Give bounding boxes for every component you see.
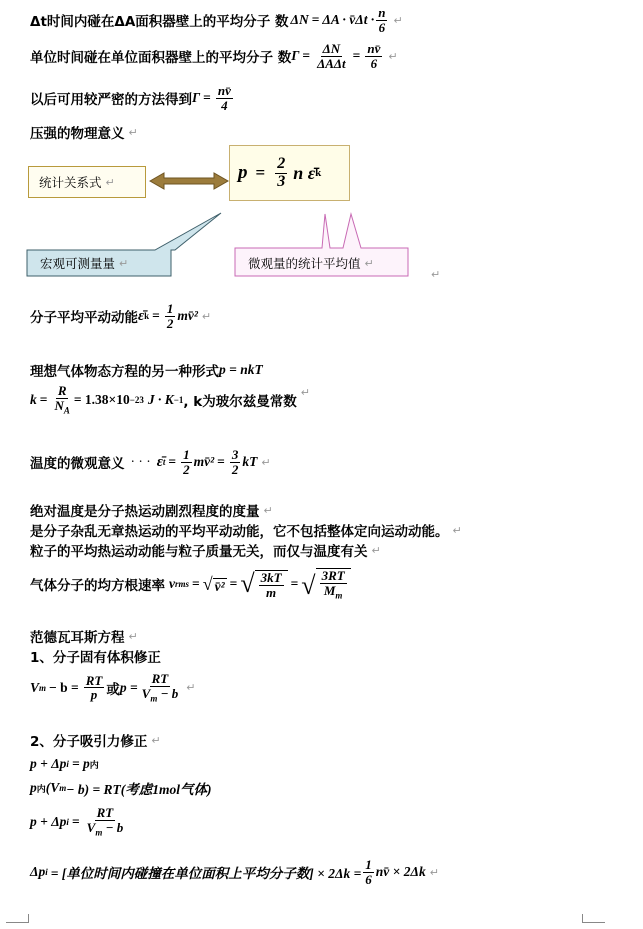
line15-fraction-1: $\frac{RT}{p}$: [85, 672, 103, 703]
line-boltzmann-constant: k = $\frac{R}{N_A}$ = 1.38×10 −23 J · K −1 , k为玻尔兹曼常数 ↵: [30, 383, 310, 416]
heading-pressure-meaning: 压强的物理意义 ↵: [30, 125, 138, 142]
line15-fraction-2: $\frac{RT}{V_m - b}$: [141, 671, 179, 704]
line2-fraction-1: $\frac{\Delta N}{\text{ΔAΔt}}$: [317, 41, 346, 71]
heading-attraction-correction: 2、分子吸引力修正 ↵: [30, 733, 161, 750]
line-mass-independent: 粒子的平均热运动动能与粒子质量无关，而仅与温度有关 ↵: [30, 543, 381, 560]
sqrt-3rt-m: √ $\frac{3RT}{M_m}$: [301, 568, 350, 601]
line-rigorous-method: 以后可用较严密的方法得到 Γ = $\frac{nv̄}{4}$: [30, 83, 231, 113]
line-avg-kinetic-energy: 分子平均平动动能 ε̄ k = $\frac{1}{2}$ mv̄² ↵: [30, 301, 212, 331]
line3-text: 以后可用较严密的方法得到: [30, 92, 192, 109]
page-corner-mark-right: [582, 914, 605, 923]
double-arrow-icon: [148, 170, 230, 192]
line19-fraction: $\frac{RT}{V_m - b}$: [86, 805, 124, 838]
heading-volume-correction: 1、分子固有体积修正: [30, 650, 161, 666]
line1-fraction: $\frac{n}{6}$: [378, 5, 386, 35]
callout-macroscopic: 宏观可测量量 ↵: [40, 256, 129, 271]
callout-microscopic: 微观量的统计平均值 ↵: [248, 256, 374, 271]
line1-lhs: ΔN: [290, 12, 309, 28]
pressure-formula-fraction: $\frac{2}{3}$: [277, 154, 286, 190]
line-ideal-gas-form: 理想气体物态方程的另一种形式 p = nkT: [30, 362, 263, 380]
line-rms-speed: 气体分子的均方根速率 v rms = √ v̄² = √ $\frac{3kT}{m}$ = √ $\frac{3RT}{M_m}$: [30, 568, 351, 601]
line7-fraction: $\frac{R}{N_A}$: [54, 383, 70, 416]
line20-fraction: $\frac{1}{6}$: [365, 857, 372, 887]
pressure-formula-box: p = $\frac{2}{3}$ n ε̄ k: [229, 145, 350, 201]
line8-fraction-2: $\frac{3}{2}$: [231, 447, 239, 477]
line-absolute-temperature: 绝对温度是分子热运动剧烈程度的度量 ↵: [30, 503, 273, 520]
line-one-mol-gas: p 内 (V m − b) = RT(考虑1mol气体): [30, 780, 212, 797]
line8-fraction-1: $\frac{1}{2}$: [183, 447, 190, 477]
line1-text: Δt时间内碰在ΔA面积器壁上的平均分子 数: [30, 14, 289, 31]
line2-fraction-2: $\frac{nv̄}{6}$: [367, 41, 381, 71]
line-internal-pressure: p + Δp i = p 内: [30, 756, 99, 771]
line2-text: 单位时间碰在单位面积器壁上的平均分子 数: [30, 50, 292, 67]
sqrt-v2: √ v̄²: [202, 573, 225, 594]
line-random-motion: 是分子杂乱无章热运动的平均平动动能，它不包括整体定向运动动能。 ↵: [30, 523, 462, 540]
line2-lhs: Γ: [291, 48, 300, 64]
line-volume-equation: V m − b = $\frac{RT}{p}$ 或 p = $\frac{RT}{V_m - b}$ ↵: [30, 671, 196, 704]
line3-fraction: $\frac{nv̄}{4}$: [217, 83, 231, 113]
line-temperature-meaning: 温度的微观意义 · · · ε̄ t = $\frac{1}{2}$ mv̄² = $\frac{3}{2}$ kT ↵: [30, 447, 271, 477]
line-collision-count: Δt时间内碰在ΔA面积器壁上的平均分子 数 ΔN = ΔA · v̄Δt · $\frac{n}{6}$ ↵: [30, 5, 403, 35]
statistical-relation-box: 统计关系式 ↵: [28, 166, 146, 198]
line-delta-p: Δp i = [单位时间内碰撞在单位面积上平均分子数] × 2Δk = $\frac{1}{6}$ nv̄ × 2Δk ↵: [30, 857, 439, 887]
line-pressure-correction: p + Δp i = $\frac{RT}{V_m - b}$: [30, 805, 124, 838]
line5-fraction: $\frac{1}{2}$: [166, 301, 174, 331]
heading-van-der-waals: 范德瓦耳斯方程 ↵: [30, 629, 138, 646]
line-unit-collision: 单位时间碰在单位面积器壁上的平均分子 数 Γ = $\frac{\Delta N}{\text{ΔAΔt}}$ = $\frac{nv̄}{6}$ ↵: [30, 41, 398, 71]
page-corner-mark-left: [6, 914, 29, 923]
sqrt-3kt-m: √ $\frac{3kT}{m}$: [240, 569, 287, 599]
line1-expr: ΔA · v̄Δt ·: [322, 12, 375, 28]
